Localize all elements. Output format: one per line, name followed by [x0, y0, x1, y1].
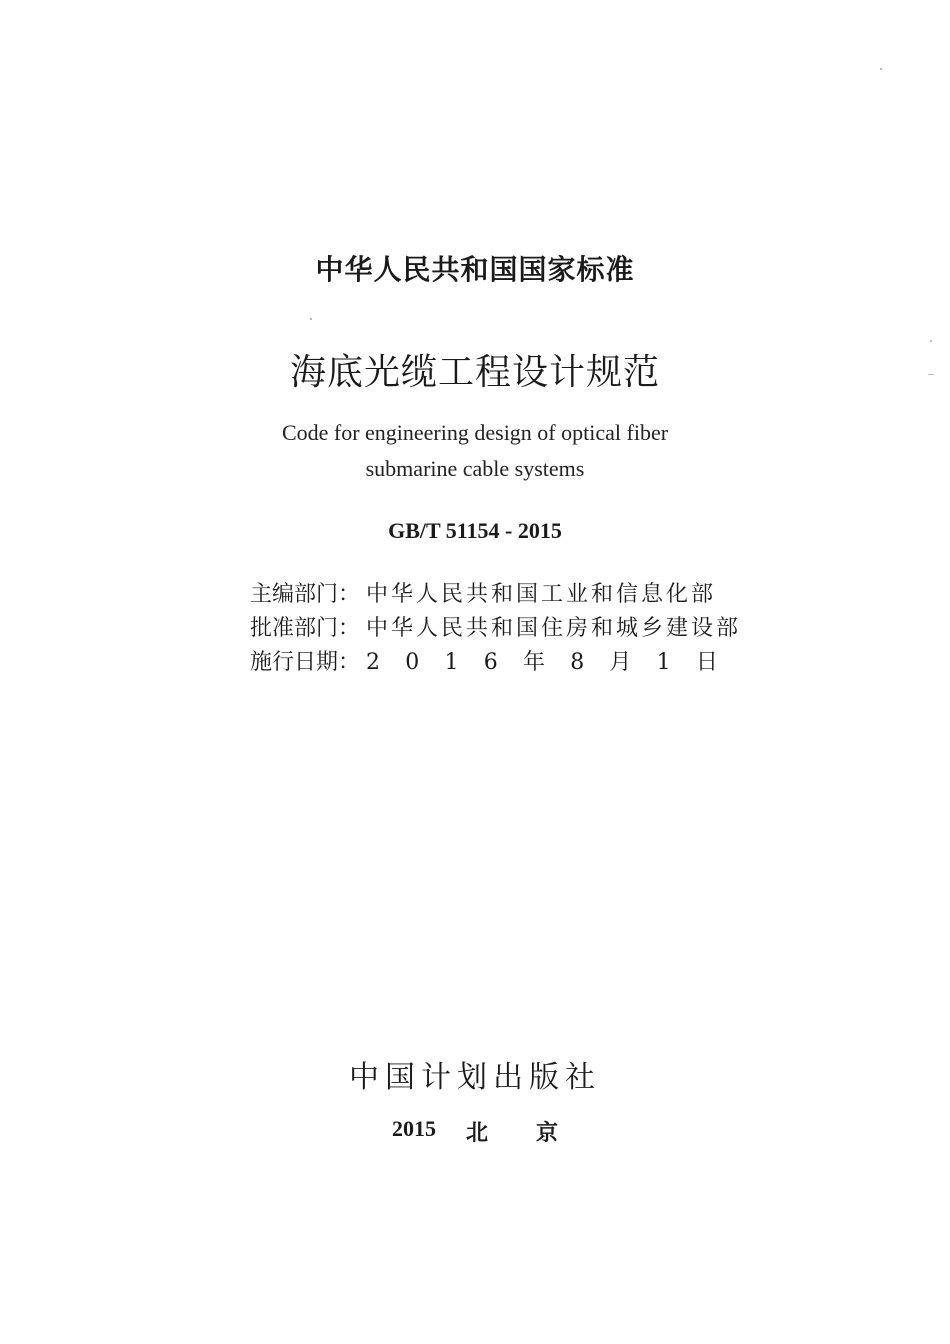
national-standard-heading: 中华人民共和国国家标准	[315, 253, 635, 286]
english-title-line-1: Code for engineering design of optical fiber	[281, 420, 669, 445]
city-char-2: 京	[536, 1121, 559, 1146]
date-part: 0	[405, 650, 420, 675]
city-char-1: 北	[465, 1121, 488, 1146]
publication-year: 2015	[391, 1116, 436, 1141]
date-part: 日	[695, 650, 718, 675]
effective-date-value	[366, 646, 718, 680]
editor-label: 主编部门：	[250, 582, 361, 607]
english-title-line-2: submarine cable systems	[365, 456, 585, 481]
date-part: 8	[570, 650, 585, 675]
date-part: 2	[366, 650, 380, 675]
scan-speck	[928, 374, 934, 375]
scan-speck	[930, 340, 932, 342]
date-part: 年	[522, 650, 545, 675]
approver-value: 中华人民共和国住房和城乡建设部	[366, 616, 742, 641]
scan-speck	[880, 68, 882, 70]
date-part: 1	[656, 650, 671, 675]
approver-row	[250, 612, 742, 646]
editor-value: 中华人民共和国工业和信息化部	[366, 582, 717, 607]
scan-speck	[310, 318, 312, 320]
publisher-name: 中国计划出版社	[349, 1060, 601, 1095]
chinese-title: 海底光缆工程设计规范	[289, 352, 660, 393]
editor-row	[250, 578, 730, 612]
date-part: 1	[444, 650, 459, 675]
effective-date-row	[250, 646, 730, 680]
date-part: 月	[609, 650, 632, 675]
date-part: 6	[483, 650, 498, 675]
approver-label: 批准部门：	[250, 616, 361, 641]
meta-block	[250, 578, 742, 680]
effective-label: 施行日期：	[250, 650, 361, 675]
publication-place	[0, 1116, 950, 1147]
standard-code: GB/T 51154 - 2015	[388, 518, 562, 543]
